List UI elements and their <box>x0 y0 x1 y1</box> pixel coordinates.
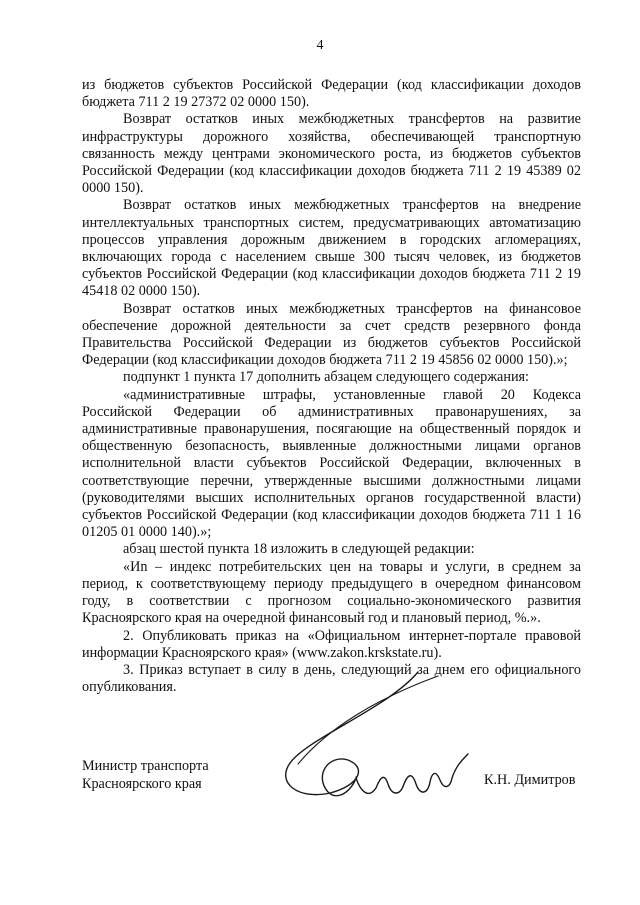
paragraph-8: «Иn – индекс потребительских цен на товары и услуги, в среднем за период, к соответствующему периоду предыдущего в очередном финансовом году, в соответствии с прогнозом социально-экономического развития Красноярского края на очередной финансовый год и плановый период, %.». <box>82 558 581 627</box>
position-line-2: Красноярского края <box>82 775 202 792</box>
paragraph-10: 3. Приказ вступает в силу в день, следующий за днем его официального опубликования. <box>82 661 581 696</box>
document-body <box>82 77 581 696</box>
handwritten-signature <box>268 668 483 818</box>
paragraph-4: Возврат остатков иных межбюджетных трансфертов на финансовое обеспечение дорожной деятельности за счет средств резервного фонда Правительства Российской Федерации из бюджетов субъектов Российской Федерации (код классификации доходов бюджета 711 2 19 45856 02 0000 150).»; <box>82 300 581 369</box>
paragraph-7: абзац шестой пункта 18 изложить в следующей редакции: <box>123 541 475 558</box>
paragraph-9: 2. Опубликовать приказ на «Официальном интернет-портале правовой информации Красноярского края» (www.zakon.krskstate.ru). <box>82 627 581 661</box>
signatory-name: К.Н. Димитров <box>484 772 576 788</box>
paragraph-3: Возврат остатков иных межбюджетных трансфертов на внедрение интеллектуальных транспортных систем, предусматривающих автоматизацию процессов управления дорожным движением в городских агломерациях, включающих города с населением свыше 300 тысяч человек, из бюджетов субъектов Российской Федерации (код классификации доходов бюджета 711 2 19 45418 02 0000 150). <box>82 197 581 300</box>
position-line-1: Министр транспорта <box>82 758 209 774</box>
paragraph-5: подпункт 1 пункта 17 дополнить абзацем следующего содержания: <box>123 369 529 386</box>
paragraph-1: из бюджетов субъектов Российской Федерации (код классификации доходов бюджета 711 2 19 27372 02 0000 150). <box>82 77 581 111</box>
signatory-position <box>82 758 209 793</box>
page-number: 4 <box>316 38 324 53</box>
paragraph-2: Возврат остатков иных межбюджетных трансфертов на развитие инфраструктуры дорожного хозяйства, обеспечивающей транспортную связанность между центрами экономического роста, из бюджетов субъектов Российской Федерации (код классификации доходов бюджета 711 2 19 45389 02 0000 150). <box>82 111 581 197</box>
paragraph-6: «административные штрафы, установленные главой 20 Кодекса Российской Федерации об административных правонарушениях, за административные правонарушения, посягающие на общественный порядок и общественную безопасность, выявленные должностными лицами органов исполнительной власти субъектов Российской Федерации, включенных в соответствующие перечни, утвержденные высшими должностными лицами (руководителями высших исполнительных органов государственной власти) субъектов Российской Федерации (код классификации доходов бюджета 711 1 16 01205 01 0000 140).»; <box>82 386 581 541</box>
